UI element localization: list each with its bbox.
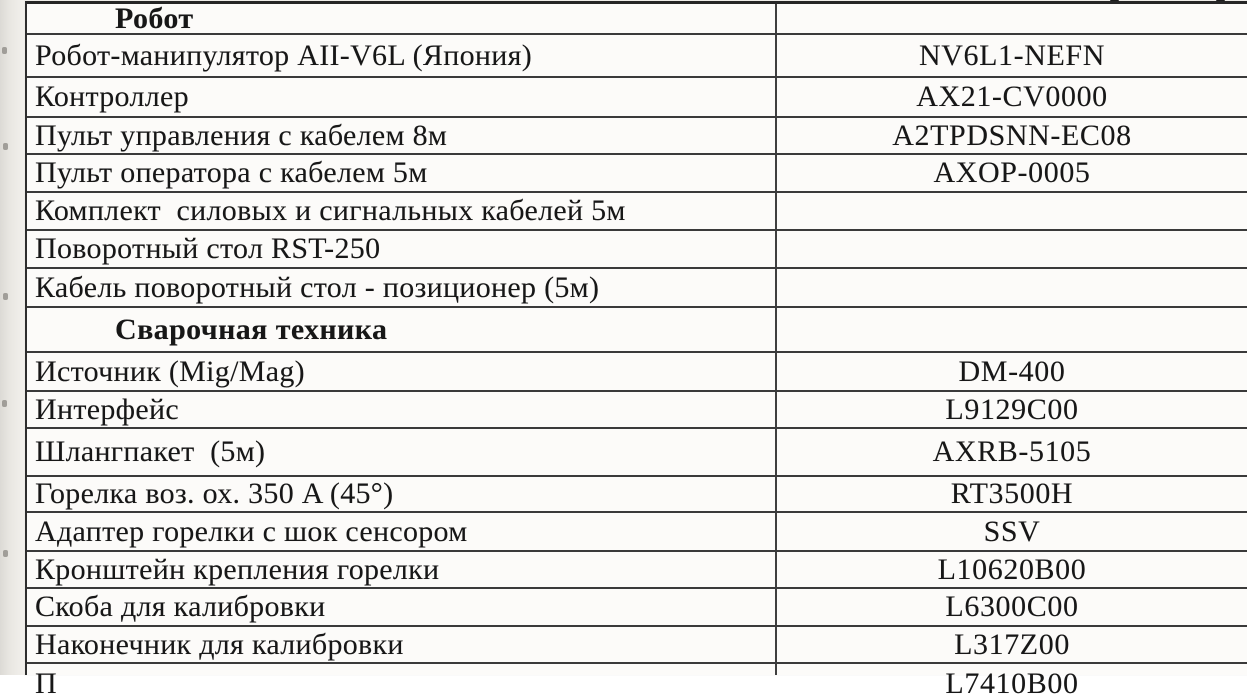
item-name-cell — [27, 589, 777, 625]
item-name: Интерфейс — [35, 392, 179, 426]
item-code-cell — [777, 4, 1247, 33]
scan-speck — [3, 293, 8, 300]
item-name-cell — [27, 118, 777, 153]
item-name-cell — [27, 155, 777, 191]
item-name-cell — [27, 35, 777, 76]
scan-speck — [2, 400, 7, 407]
item-code-cell — [777, 477, 1247, 511]
item-code: L7410B00 — [945, 667, 1079, 700]
item-code: SSV — [983, 514, 1041, 548]
item-code: L10620B00 — [937, 552, 1087, 586]
scan-speck — [3, 550, 8, 557]
item-name-cell — [27, 78, 777, 116]
table-row — [27, 269, 1247, 308]
item-code-cell — [777, 429, 1247, 475]
item-code-cell — [777, 353, 1247, 390]
item-name: Поворотный стол RST-250 — [35, 232, 381, 266]
item-code: DM-400 — [958, 354, 1066, 388]
item-code-cell — [777, 269, 1247, 306]
table-row — [27, 118, 1247, 155]
table-row — [27, 627, 1247, 664]
item-code-cell — [777, 392, 1247, 427]
item-code-cell — [777, 193, 1247, 229]
scan-speck — [2, 47, 7, 54]
item-code-cell — [777, 589, 1247, 625]
item-code-cell — [777, 664, 1247, 700]
table-row — [27, 589, 1247, 627]
item-name-cell — [27, 513, 777, 550]
item-name: Пульт управления с кабелем 8м — [35, 118, 448, 152]
item-code-cell — [777, 552, 1247, 587]
equipment-table — [25, 1, 1247, 700]
item-name: Наконечник для калибровки — [35, 627, 404, 661]
item-code: A2TPDSNN-EC08 — [892, 118, 1132, 152]
item-name-cell — [27, 269, 777, 306]
item-code-cell — [777, 513, 1247, 550]
item-code: L317Z00 — [954, 627, 1070, 661]
item-name: Сварочная техника — [115, 312, 388, 346]
table-row — [27, 429, 1247, 477]
table-row — [27, 193, 1247, 231]
table-row — [27, 231, 1247, 269]
item-name-cell — [27, 552, 777, 587]
table-row — [27, 664, 1247, 700]
page-left-margin — [0, 0, 25, 675]
table-row — [27, 35, 1247, 78]
item-code: RT3500H — [950, 477, 1074, 511]
item-code: NV6L1-NEFN — [919, 38, 1105, 72]
item-code-cell — [777, 308, 1247, 351]
item-name-cell — [27, 477, 777, 511]
item-name-cell — [27, 353, 777, 390]
table-row — [27, 513, 1247, 552]
item-name: Контроллер — [35, 80, 189, 114]
item-code: L6300C00 — [945, 590, 1079, 624]
table-row — [27, 477, 1247, 513]
item-name-cell — [27, 429, 777, 475]
table-row — [27, 353, 1247, 392]
item-name-cell — [27, 1, 777, 35]
table-section-row — [27, 1, 1247, 35]
table-row — [27, 392, 1247, 429]
item-code-cell — [777, 118, 1247, 153]
item-code: AXRB-5105 — [932, 435, 1092, 469]
item-name: Адаптер горелки с шок сенсором — [35, 514, 468, 548]
scan-speck — [3, 143, 8, 150]
item-name-cell — [27, 664, 777, 700]
item-code-cell — [777, 78, 1247, 116]
item-code-cell — [777, 35, 1247, 76]
item-name: Комплект силовых и сигнальных кабелей 5м — [35, 194, 626, 228]
item-name: Кабель поворотный стол - позиционер (5м) — [35, 270, 600, 304]
item-name-cell — [27, 231, 777, 267]
item-code: L9129C00 — [945, 392, 1079, 426]
item-code-cell — [777, 155, 1247, 191]
table-row — [27, 78, 1247, 118]
item-name: П — [35, 667, 57, 700]
item-code: AX21-CV0000 — [916, 80, 1108, 114]
item-code-cell — [777, 627, 1247, 662]
item-name-cell — [27, 392, 777, 427]
item-code-cell — [777, 231, 1247, 267]
table-row — [27, 155, 1247, 193]
item-name: Робот-манипулятор AII-V6L (Япония) — [35, 38, 532, 72]
item-name: Шлангпакет (5м) — [35, 435, 266, 469]
item-name-cell — [27, 193, 777, 229]
table-row — [27, 552, 1247, 589]
item-name-cell — [27, 627, 777, 662]
item-name: Пульт оператора с кабелем 5м — [35, 156, 428, 190]
item-name: Источник (Mig/Mag) — [35, 354, 305, 388]
item-name: Робот — [115, 1, 194, 35]
item-name-cell — [27, 308, 777, 351]
table-section-row — [27, 308, 1247, 353]
item-name: Скоба для калибровки — [35, 590, 326, 624]
item-code: AXOP-0005 — [933, 156, 1091, 190]
item-name: Горелка воз. ох. 350 A (45°) — [35, 477, 394, 511]
item-name: Кронштейн крепления горелки — [35, 552, 440, 586]
